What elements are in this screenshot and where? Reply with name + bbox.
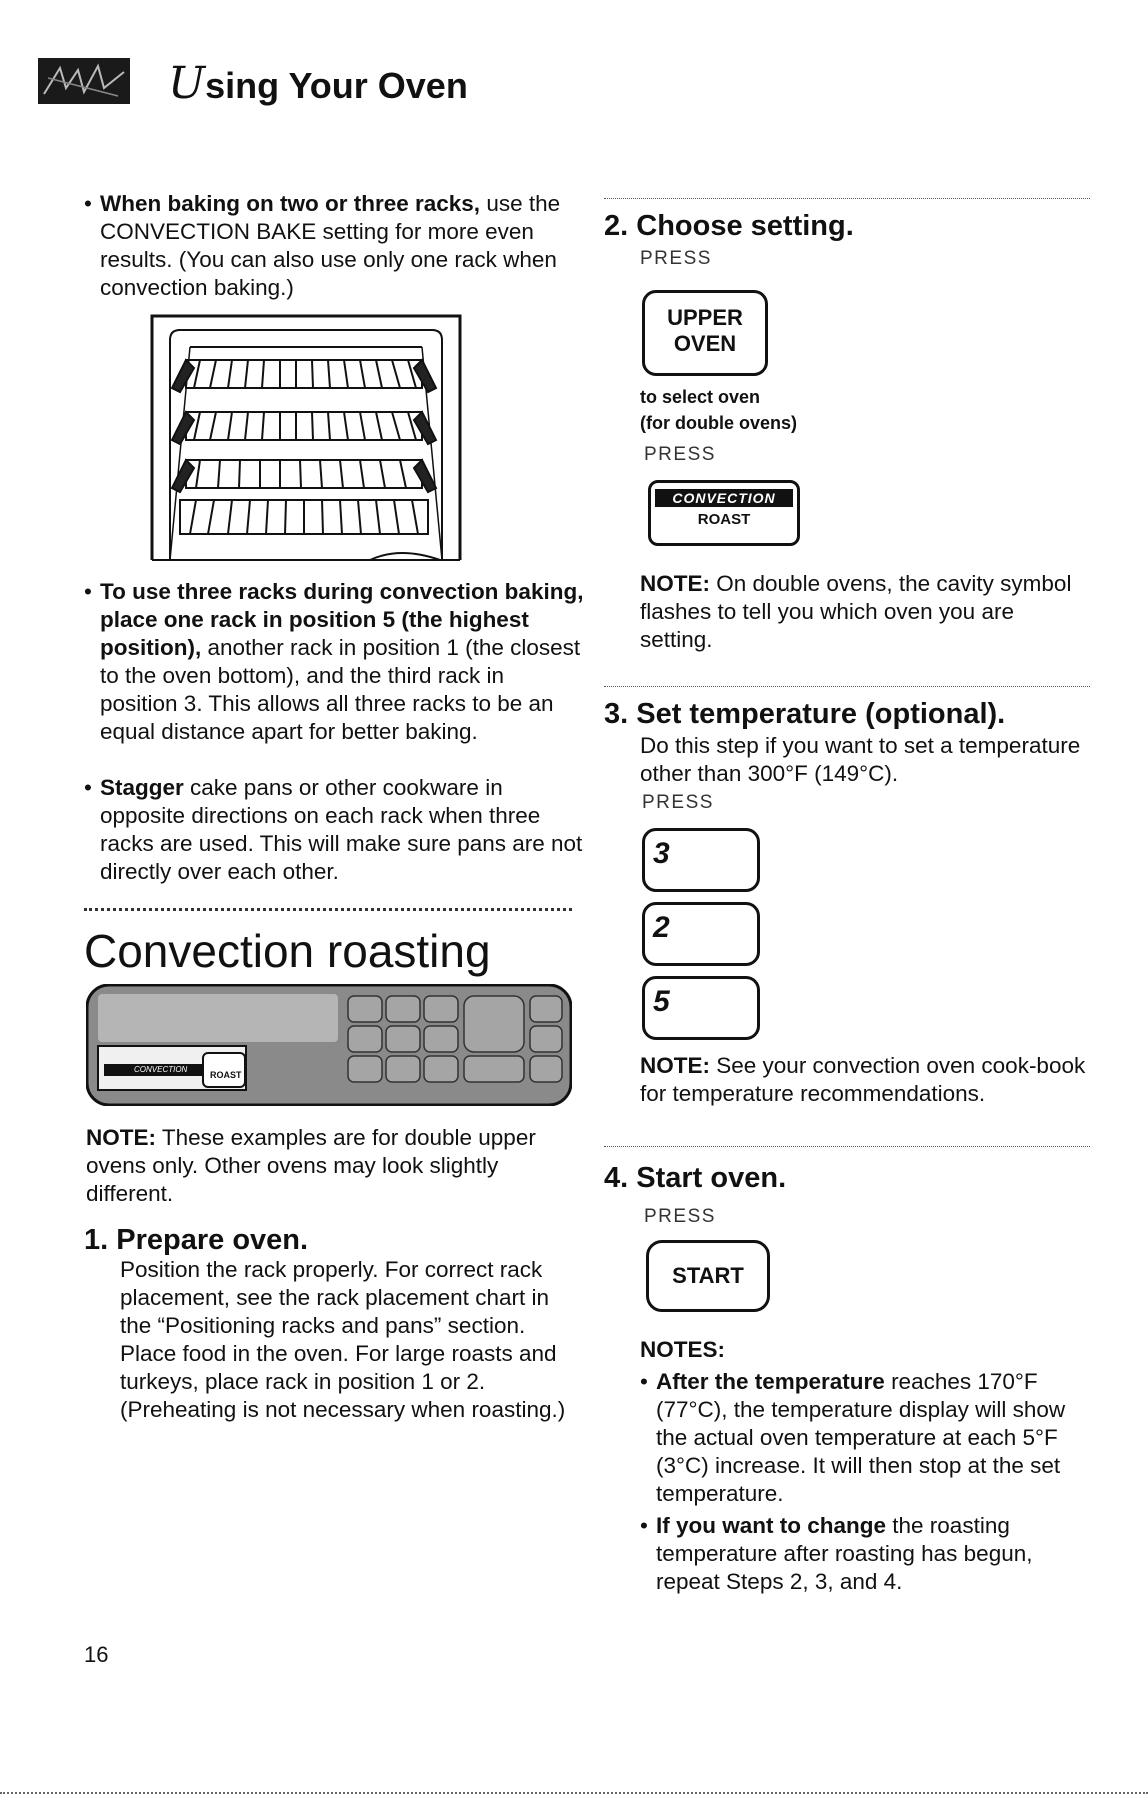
step4-note-bullet-2: • If you want to change the roasting temperature after roasting has begun, repeat Steps 2, 3, and 4. xyxy=(640,1512,1080,1596)
section-divider xyxy=(84,908,572,911)
step4-heading: 4. Start oven. xyxy=(604,1162,787,1194)
bullet-three-racks: • To use three racks during convection baking, place one rack in position 5 (the highest position), another rack in position 1 (the closest to the oven bottom), and the third rack in position 3. This allows all three racks to be an equal distance apart for better baking. xyxy=(84,578,584,746)
step1-heading: 1. Prepare oven. xyxy=(84,1224,309,1256)
panel-convection-label: CONVECTION xyxy=(134,1065,188,1074)
convection-roast-key[interactable]: CONVECTION ROAST xyxy=(648,480,800,546)
divider-step3 xyxy=(604,686,1090,687)
number-key-3[interactable]: 3 xyxy=(642,828,760,892)
step4-note-bullet-1: • After the temperature reaches 170°F (77°C), the temperature display will show the actual oven temperature at each 5°F (3°C) increase. It will then stop at the set temperature. xyxy=(640,1368,1080,1508)
page-title: Using Your Oven xyxy=(168,58,468,109)
number-key-2[interactable]: 2 xyxy=(642,902,760,966)
step2-heading: 2. Choose setting. xyxy=(604,210,854,242)
brand-logo xyxy=(38,58,130,104)
oven-racks-illustration xyxy=(150,312,462,562)
bullet-two-three-racks: • When baking on two or three racks, use the CONVECTION BAKE setting for more even results. (You can also use only one rack when convection baking.) xyxy=(84,190,564,302)
control-panel-illustration xyxy=(86,984,572,1106)
left-note: NOTE: These examples are for double upper ovens only. Other ovens may look slightly different. xyxy=(86,1125,536,1206)
step2-note: NOTE: On double ovens, the cavity symbol flashes to tell you which oven you are setting. xyxy=(640,571,1072,652)
divider-step4 xyxy=(604,1146,1090,1147)
section-title: Convection roasting xyxy=(84,925,491,977)
step3-heading: 3. Set temperature (optional). xyxy=(604,698,1006,730)
step2-press-label-2: PRESS xyxy=(644,444,716,465)
start-key[interactable]: START xyxy=(646,1240,770,1312)
divider-top xyxy=(604,198,1090,199)
step3-text: Do this step if you want to set a temperature other than 300°F (149°C). xyxy=(640,733,1081,786)
step3-press-label: PRESS xyxy=(642,792,714,813)
step3-note: NOTE: See your convection oven cook-book for temperature recommendations. xyxy=(640,1053,1086,1106)
bullet-stagger: • Stagger cake pans or other cookware in opposite directions on each rack when three racks are used. This will make sure pans are not directly over each other. xyxy=(84,774,584,886)
select-oven-text: to select oven (for double ovens) xyxy=(640,387,797,433)
page-number: 16 xyxy=(84,1642,109,1667)
page-bottom-line xyxy=(0,1792,1148,1794)
upper-oven-key[interactable]: UPPER OVEN xyxy=(642,290,768,376)
step4-press-label: PRESS xyxy=(644,1206,716,1227)
number-key-5[interactable]: 5 xyxy=(642,976,760,1040)
panel-convection-roast-key: ROAST xyxy=(202,1052,246,1088)
step4-notes-label: NOTES: xyxy=(640,1337,726,1362)
step1-text: Position the rack properly. For correct rack placement, see the rack placement chart in the “Positioning racks and pans” section. Place food in the oven. For large roasts and turkeys, place rack in position 1 or 2. (Preheating is not necessary when roasting.) xyxy=(120,1257,566,1422)
step2-press-label: PRESS xyxy=(640,248,712,269)
